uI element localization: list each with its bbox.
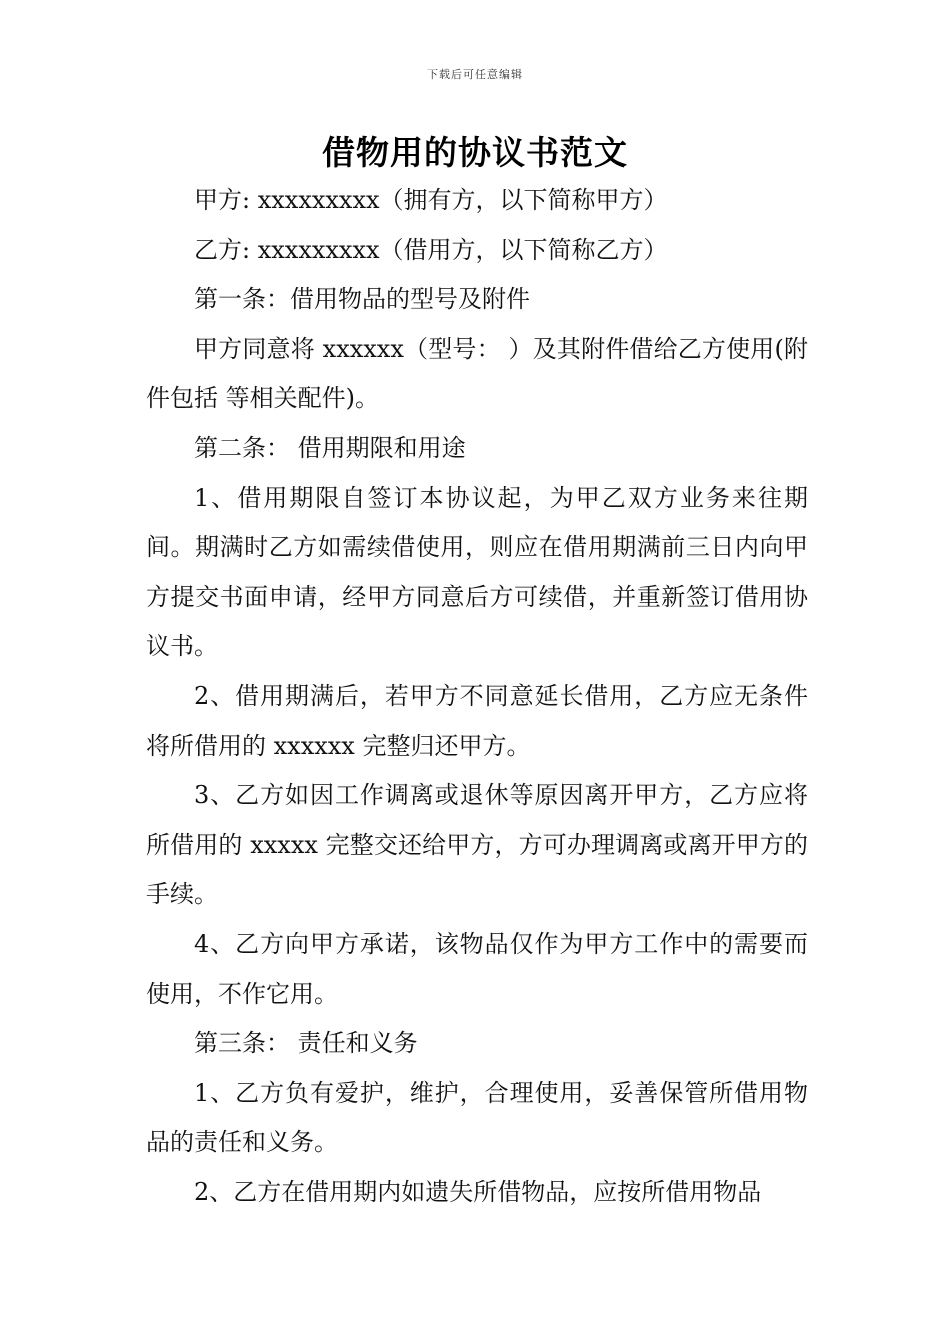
article-2-clause-2: 2、借用期满后，若甲方不同意延长借用，乙方应无条件将所借用的 xxxxxx 完整归还甲方。 (146, 681, 808, 760)
article-2-heading: 第二条： 借用期限和用途 (194, 433, 466, 462)
document-title: 借物用的协议书范文 (322, 133, 628, 172)
article-1-body: 甲方同意将 xxxxxx（型号： ）及其附件借给乙方使用(附件包括 等相关配件)。 (146, 334, 808, 413)
document-body (146, 176, 808, 1217)
article-2-clause-3: 3、乙方如因工作调离或退休等原因离开甲方，乙方应将所借用的 xxxxx 完整交还给甲方，方可办理调离或离开甲方的手续。 (146, 781, 808, 909)
page-header-note: 下载后可任意编辑 (427, 68, 523, 81)
party-a-line: 甲方: xxxxxxxxx（拥有方，以下简称甲方） (194, 186, 668, 214)
article-3-clause-2: 2、乙方在借用期内如遗失所借物品，应按所借用物品 (194, 1177, 762, 1206)
article-2-clause-4: 4、乙方向甲方承诺，该物品仅作为甲方工作中的需要而使用，不作它用。 (146, 929, 808, 1008)
article-2-clause-1: 1、借用期限自签订本协议起，为甲乙双方业务来往期间。期满时乙方如需续借使用，则应在借用期满前三日内向甲方提交书面申请，经甲方同意后方可续借，并重新签订借用协议书。 (146, 483, 808, 661)
article-3-clause-1: 1、乙方负有爱护，维护，合理使用，妥善保管所借用物品的责任和义务。 (146, 1078, 808, 1157)
party-b-line: 乙方: xxxxxxxxx（借用方，以下简称乙方） (194, 235, 668, 264)
article-1-heading: 第一条：借用物品的型号及附件 (194, 285, 530, 314)
article-3-heading: 第三条： 责任和义务 (194, 1029, 418, 1058)
